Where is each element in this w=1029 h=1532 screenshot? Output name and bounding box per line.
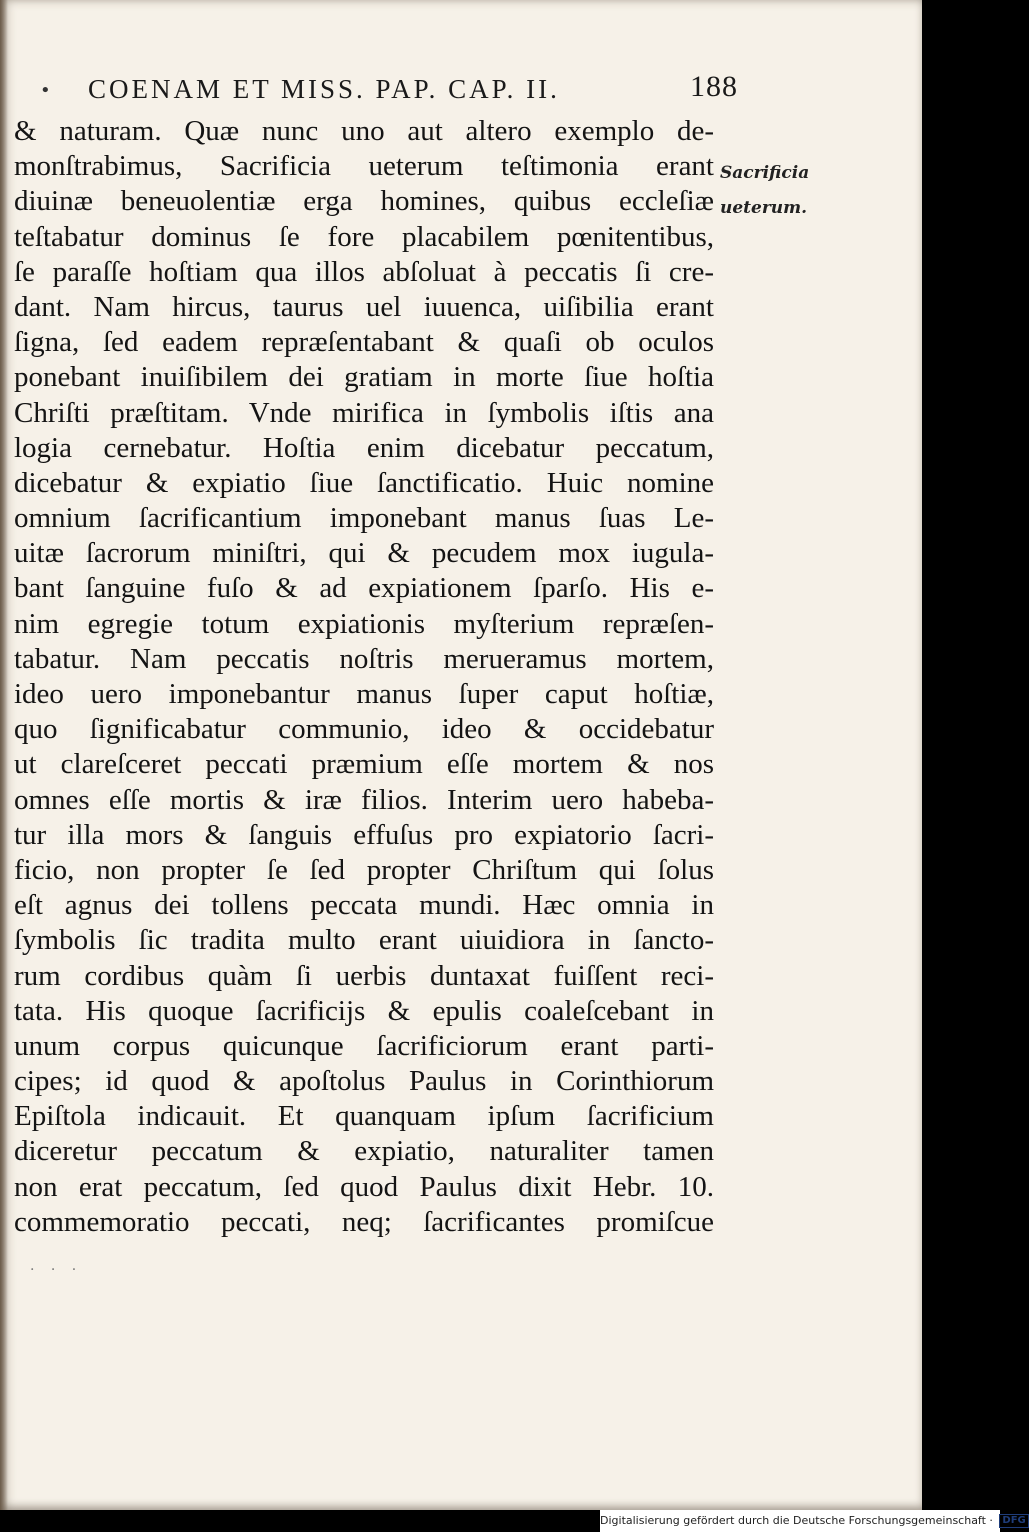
- text-line: quo ſignificabatur communio, ideo & occidebatur: [14, 713, 714, 746]
- text-line: & naturam. Quæ nunc uno aut altero exemplo de-: [14, 115, 714, 147]
- page-specks: · · ·: [30, 1262, 83, 1278]
- text-line: dant. Nam hircus, taurus uel iuuenca, uiſibilia erant: [14, 290, 714, 323]
- text-line: ſigna, ſed eadem repræſentabant & quaſi ob oculos: [14, 326, 714, 359]
- text-line: tata. His quoque ſacrificijs & epulis coaleſcebant in: [14, 994, 714, 1027]
- text-line: diuinæ beneuolentiæ erga homines, quibus eccleſiæ: [14, 185, 714, 218]
- text-line: diceretur peccatum & expiatio, naturaliter tamen: [14, 1135, 714, 1168]
- text-line: logia cernebatur. Hoſtia enim dicebatur peccatum,: [14, 431, 714, 464]
- text-line: ſymbolis ſic tradita multo erant uiuidiora in ſancto-: [14, 924, 714, 957]
- text-line: non erat peccatum, ſed quod Paulus dixit Hebr. 10.: [14, 1170, 714, 1203]
- text-line: bant ſanguine fuſo & ad expiationem ſparſo. His e-: [14, 572, 714, 605]
- text-line: commemoratio peccati, neq; ſacrificantes promiſcue: [14, 1205, 714, 1238]
- text-line: cipes; id quod & apoſtolus Paulus in Corinthiorum: [14, 1065, 714, 1098]
- text-line: ponebant inuiſibilem dei gratiam in morte ſiue hoſtia: [14, 361, 714, 394]
- text-line: teſtabatur dominus ſe fore placabilem pœnitentibus,: [14, 220, 714, 253]
- text-line: eſt agnus dei tollens peccata mundi. Hæc omnia in: [14, 889, 714, 922]
- marginal-note: [720, 156, 809, 226]
- text-line: ut clareſceret peccati præmium eſſe mortem & nos: [14, 748, 714, 781]
- text-line: uitæ ſacrorum miniſtri, qui & pecudem mox iugula-: [14, 537, 714, 570]
- text-line: Epiſtola indicauit. Et quanquam ipſum ſacrificium: [14, 1100, 714, 1133]
- text-line: nim egregie totum expiationis myſterium repræſen-: [14, 607, 714, 640]
- dfg-logo-icon: DFG: [999, 1514, 1028, 1528]
- page-number: 188: [690, 70, 738, 103]
- running-head-title: COENAM ET MISS. PAP. CAP. II.: [88, 74, 560, 104]
- running-head: [88, 70, 738, 114]
- text-line: monſtrabimus, Sacrificia ueterum teſtimonia erant: [14, 150, 714, 183]
- text-line: rum cordibus quàm ſi uerbis duntaxat fuiſſent reci-: [14, 959, 714, 992]
- text-line: unum corpus quicunque ſacrificiorum erant parti-: [14, 1029, 714, 1062]
- text-line: Chriſti præſtitam. Vnde mirifica in ſymbolis iſtis ana: [14, 396, 714, 429]
- body-text: [14, 114, 714, 1240]
- text-line: tur illa mors & ſanguis effuſus pro expiatorio ſacri-: [14, 818, 714, 851]
- marginal-note-line: Sacrificia: [720, 163, 810, 183]
- text-line: omnium ſacrificantium imponebant manus ſuas Le-: [14, 502, 714, 535]
- text-line: ſe paraſſe hoſtiam qua illos abſoluat à peccatis ſi cre-: [14, 255, 714, 288]
- marginal-note-line: ueterum.: [720, 198, 808, 218]
- text-line: dicebatur & expiatio ſiue ſanctificatio. Huic nomine: [14, 466, 714, 499]
- text-line: ideo uero imponebantur manus ſuper caput hoſtiæ,: [14, 678, 714, 710]
- text-line: tabatur. Nam peccatis noſtris merueramus mortem,: [14, 642, 714, 675]
- digitization-credit: [600, 1510, 1026, 1532]
- page-gutter-shadow: [0, 0, 8, 1510]
- margin-dot: •: [40, 80, 51, 101]
- text-line: omnes eſſe mortis & iræ filios. Interim uero habeba-: [14, 783, 714, 816]
- credit-text: Digitalisierung gefördert durch die Deutsche Forschungsgemeinschaft ·: [600, 1514, 993, 1527]
- text-line: ficio, non propter ſe ſed propter Chriſtum qui ſolus: [14, 853, 714, 886]
